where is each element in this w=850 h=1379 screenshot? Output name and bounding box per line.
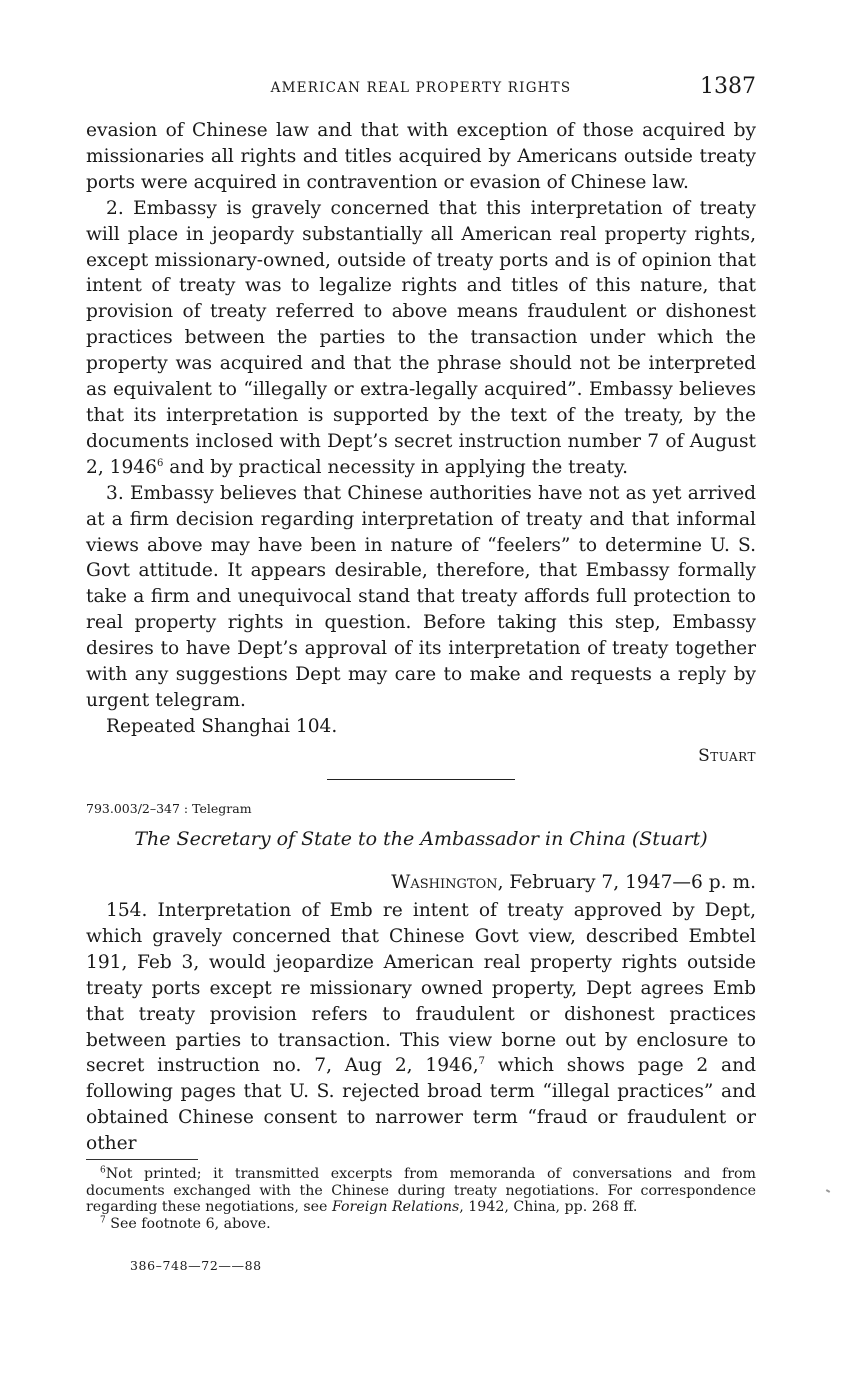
footnote-7-text: See footnote 6, above.	[110, 1215, 271, 1232]
footnote-6-italic: Foreign Relations	[331, 1199, 460, 1215]
telegram-2-paragraph	[86, 898, 756, 1157]
running-title: AMERICAN REAL PROPERTY RIGHTS	[270, 80, 572, 96]
document-title	[86, 828, 756, 850]
telegram-1-body	[86, 118, 756, 740]
file-reference: 793.003/2–347 : Telegram	[86, 801, 252, 816]
footnote-ref-7: 7	[478, 1056, 485, 1068]
dateline	[391, 872, 756, 893]
footnote-6	[86, 1166, 756, 1216]
paragraph-2-text-end: and by practical necessity in applying the treaty.	[163, 456, 628, 478]
paragraph-2-text: 2. Embassy is gravely concerned that this interpretation of treaty will place in jeopardy substantially all American real property rights, except missionary-owned, outside of treaty ports and is of opinion that intent of treaty was to legalize rights and titles of this nature, that provision of treaty referred to above means fraudulent or dishonest practices between the parties to the transaction under which the property was acquired and that the phrase should not be interpreted as equivalent to “illegally or extra-legally acquired”. Embassy believes that its interpretation is supported by the text of the treaty, by the documents inclosed with Dept’s secret instruction number 7 of August 2, 1946	[86, 197, 756, 478]
footnote-6-text-end: , 1942, China, pp. 268 ff.	[459, 1199, 638, 1215]
telegram-2-body	[86, 898, 756, 1157]
telegram-2-text: 154. Interpretation of Emb re intent of treaty approved by Dept, which gravely concerned that Chinese Govt view, described Embtel 191, Feb 3, would jeopardize American real property rights outside treaty ports except re missionary owned property, Dept agrees Emb that treaty provision refers to fraudulent or dishonest practices between parties to transaction. This view borne out by enclosure to secret instruction no. 7, Aug 2, 1946,	[86, 900, 756, 1077]
footnote-6-text: Not printed; it transmitted excerpts from memoranda of conversations and from documents exchanged with the Chinese during treaty negotiations. For correspondence regarding these negotiations, see	[86, 1166, 756, 1215]
paragraph-3: 3. Embassy believes that Chinese authorities have not as yet arrived at a firm decision regarding interpretation of treaty and that informal views above may have been in nature of “feelers” to determine U. S. Govt attitude. It appears desirable, therefore, that Embassy formally take a firm and unequivocal stand that treaty affords full protection to real property rights in question. Before taking this step, Embassy desires to have Dept’s approval of its interpretation of treaty together with any suggestions Dept may care to make and requests a reply by urgent telegram.	[86, 482, 756, 711]
section-divider	[327, 779, 515, 780]
stray-mark	[826, 1189, 830, 1193]
page-number: 1387	[700, 74, 756, 99]
paragraph-2	[86, 196, 756, 481]
telegram-2-text-end: which shows page 2 and following pages that U. S. rejected broad term “illegal practices” and obtained Chinese consent to narrower term “fraud or fraudulent or other	[86, 1055, 756, 1155]
footnote-6-mark: 6	[100, 1165, 106, 1176]
continuation-paragraph: evasion of Chinese law and that with exception of those acquired by missionaries all rights and titles acquired by Americans outside treaty ports were acquired in contravention or evasion of Chinese law.	[86, 120, 756, 193]
footnote-divider	[86, 1159, 198, 1160]
signature: Stuart	[698, 746, 756, 766]
footnote-7	[86, 1216, 756, 1233]
running-head	[86, 74, 756, 102]
document-title-main: The Secretary of State to the Ambassador in China	[134, 828, 626, 850]
dateline-date: , February 7, 1947—6 p. m.	[497, 872, 756, 893]
footnote-7-mark: 7	[100, 1214, 106, 1225]
repeated-line: Repeated Shanghai 104.	[106, 715, 338, 737]
dateline-place: Washington	[391, 872, 498, 893]
footnote-ref-6: 6	[156, 457, 164, 469]
document-title-name: (Stuart)	[631, 828, 708, 850]
print-code: 386–748—72——88	[130, 1258, 262, 1273]
footnotes	[86, 1166, 756, 1232]
